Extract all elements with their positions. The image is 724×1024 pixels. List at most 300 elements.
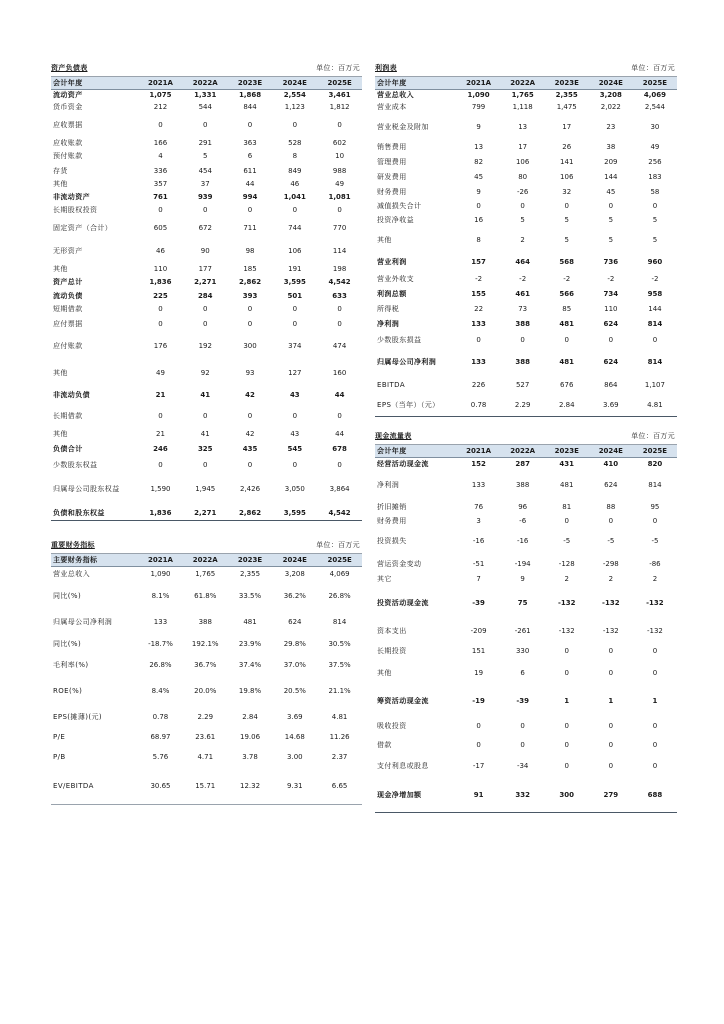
cell-value: 388	[515, 481, 530, 489]
cell-value: 2,355	[555, 91, 578, 100]
cell-value: 431	[559, 460, 575, 469]
table-row	[51, 89, 362, 101]
cell-value: -298	[602, 559, 619, 568]
cell-value: 5	[564, 236, 569, 244]
cell-value: 799	[471, 103, 486, 111]
cell-value: 435	[242, 445, 258, 453]
cell-value: -2	[475, 275, 483, 283]
table-row	[51, 610, 362, 634]
cell-value: 300	[545, 778, 589, 812]
row-label: 资产总计	[53, 278, 83, 286]
cell-value: 481	[243, 618, 257, 626]
cell-value: 501	[287, 291, 303, 300]
cell-value: 736	[603, 258, 619, 266]
cell-value: 0	[337, 412, 342, 420]
cell-value: 85	[562, 304, 572, 313]
cell-value: 0	[608, 336, 614, 344]
cell-value: -128	[558, 559, 575, 568]
table-row	[375, 89, 677, 101]
row-label: 毛利率(%)	[53, 661, 89, 669]
row-label: 财务费用	[377, 517, 407, 525]
cell-value: 2.29	[197, 713, 214, 721]
cell-value: 45	[474, 173, 484, 181]
cell-value: 19	[474, 669, 484, 677]
table-row	[375, 375, 677, 394]
cell-value: 8.1%	[151, 592, 170, 600]
row-label: 负债合计	[53, 445, 83, 453]
cell-value: -18.7%	[148, 640, 173, 648]
cell-value: 0	[652, 647, 658, 655]
cell-value: 1,123	[284, 102, 305, 111]
table-row	[375, 316, 677, 332]
cell-value: 2	[520, 236, 525, 244]
cell-value: 291	[198, 139, 212, 147]
cell-value: 734	[603, 290, 619, 298]
cell-value: 2.84	[242, 713, 258, 721]
cell-value: 814	[648, 481, 662, 489]
table-row	[51, 332, 362, 360]
table-row	[375, 227, 677, 253]
column-header-year: 2021A	[457, 445, 501, 457]
unit-label: 单位：百万元	[631, 64, 675, 72]
cell-value: 0.78	[457, 394, 501, 416]
cell-value: 246	[153, 445, 168, 453]
cell-value: 106	[515, 157, 530, 166]
cell-value: 13	[474, 142, 484, 151]
table-row	[375, 527, 677, 555]
cell-value: 624	[288, 618, 302, 626]
cell-value: 5	[608, 215, 614, 224]
cell-value: 1,475	[556, 103, 577, 111]
cell-value: 12.32	[240, 782, 261, 790]
cell-value: 29.8%	[283, 640, 306, 648]
row-label: P/B	[53, 753, 66, 761]
cell-value: 17	[518, 142, 528, 151]
cell-value: 46	[290, 180, 300, 188]
cell-value: 8.4%	[151, 687, 170, 695]
cell-value: 30.5%	[328, 640, 351, 648]
table-row	[375, 348, 677, 375]
cell-value: 22	[474, 304, 484, 313]
cell-value: 183	[648, 173, 662, 181]
cell-value: 454	[198, 166, 212, 175]
cell-value: -51	[472, 559, 485, 568]
cell-value: 0	[564, 741, 569, 749]
cell-value: 3,050	[284, 485, 305, 493]
cell-value: 481	[559, 357, 575, 366]
cell-value: 711	[243, 224, 257, 232]
cell-value: 192.1%	[191, 640, 219, 648]
cell-value: 300	[243, 342, 257, 350]
row-label: 折旧摊销	[377, 503, 407, 511]
table-row	[51, 582, 362, 610]
section-title: 现金流量表	[375, 432, 412, 440]
row-label: 营业税金及附加	[377, 122, 429, 131]
cell-value: 3.00	[287, 753, 303, 761]
cell-value: 566	[559, 290, 575, 298]
cell-value: 44	[245, 180, 255, 188]
row-label: ROE(%)	[53, 687, 83, 695]
cell-value: 0	[652, 201, 658, 210]
cell-value: 3,208	[599, 91, 622, 100]
cell-value: 90	[200, 247, 210, 255]
table-row	[375, 716, 677, 736]
row-label: 固定资产（合计）	[53, 224, 113, 232]
cell-value: 4,542	[328, 278, 351, 286]
cell-value: 849	[288, 166, 302, 175]
cell-value: 13	[518, 122, 528, 131]
cell-value: 20.5%	[283, 687, 306, 695]
cell-value: 388	[515, 320, 530, 328]
cell-value: 0	[158, 305, 163, 313]
cell-value: 374	[288, 342, 302, 350]
cell-value: 464	[515, 258, 530, 266]
cell-value: 46	[156, 247, 165, 255]
cell-value: 127	[288, 369, 302, 377]
table-row	[51, 262, 362, 275]
column-header-label: 会计年度	[375, 445, 457, 457]
cell-value: 192	[198, 342, 212, 350]
cell-value: 5	[203, 152, 208, 160]
cell-value: 0	[247, 320, 253, 328]
cell-value: 0	[203, 461, 208, 469]
cell-value: 0	[476, 336, 481, 344]
cell-value: 37	[200, 180, 210, 188]
cell-value: 676	[560, 380, 574, 389]
cell-value: 1,812	[329, 102, 350, 111]
unit-label: 单位：百万元	[316, 64, 360, 72]
cell-value: 814	[647, 357, 663, 366]
cell-value: 605	[153, 224, 168, 232]
cell-value: 3,461	[328, 91, 351, 100]
cell-value: 42	[245, 391, 255, 399]
cell-value: 0	[520, 722, 525, 730]
cell-value: 21.1%	[328, 687, 351, 695]
row-label: 应付账款	[53, 342, 83, 350]
cell-value: 92	[200, 369, 210, 377]
cell-value: 41	[200, 391, 211, 399]
cell-value: 9	[520, 574, 525, 583]
cell-value: -5	[563, 537, 571, 545]
row-label: 资本支出	[377, 627, 407, 635]
income-statement-table	[375, 77, 677, 417]
table-row	[51, 440, 362, 458]
cell-value: 2	[652, 574, 658, 583]
cell-value: 144	[604, 173, 618, 181]
balance-sheet-table	[51, 77, 362, 521]
key-metrics-table	[51, 554, 362, 804]
cell-value: 38	[606, 142, 616, 151]
table-row	[375, 113, 677, 140]
cell-value: 0	[247, 412, 253, 420]
row-label: 非流动负债	[53, 391, 90, 399]
cell-value: 1,118	[512, 103, 533, 111]
row-label: EV/EBITDA	[53, 782, 94, 790]
cell-value: 279	[589, 778, 633, 812]
cell-value: 23	[606, 122, 616, 131]
cell-value: 363	[243, 139, 257, 147]
cell-value: -132	[646, 627, 663, 635]
cell-value: 5	[608, 236, 614, 244]
cell-value: 0	[292, 120, 298, 129]
cell-value: 2.37	[331, 753, 348, 761]
cell-value: 0	[520, 201, 525, 210]
row-label: 吸收投资	[377, 722, 407, 730]
table-row	[51, 163, 362, 178]
cell-value: 0	[158, 206, 163, 214]
cell-value: 226	[471, 380, 486, 389]
row-label: 营业总收入	[53, 570, 90, 579]
row-label: 无形资产	[53, 247, 83, 255]
cell-value: 461	[515, 290, 530, 298]
column-header-label: 会计年度	[375, 77, 457, 89]
cell-value: 91	[457, 778, 501, 812]
unit-label: 单位：百万元	[316, 541, 360, 549]
cell-value: 30	[650, 122, 660, 131]
table-row	[375, 572, 677, 585]
row-label: 营业总收入	[377, 91, 414, 100]
table-row	[375, 736, 677, 754]
cell-value: 0	[247, 120, 253, 129]
column-header-label: 会计年度	[51, 77, 138, 89]
cell-value: 410	[603, 460, 619, 469]
cell-value: 1,075	[149, 91, 172, 100]
table-row	[51, 634, 362, 654]
cell-value: 0	[158, 120, 163, 129]
cell-value: 17	[562, 122, 572, 131]
cell-value: 151	[471, 647, 486, 655]
cell-value: 0	[608, 201, 614, 210]
section-title: 利润表	[375, 64, 397, 72]
row-label: 其他	[377, 236, 392, 244]
key-metrics-section	[51, 539, 362, 805]
cell-value: 2,862	[238, 278, 262, 286]
cell-value: 14.68	[284, 733, 305, 741]
cell-value: 1	[652, 697, 658, 705]
cell-value: 9.31	[287, 782, 303, 790]
cell-value: 0	[608, 517, 614, 525]
cell-value: 672	[198, 224, 212, 232]
cell-value: 152	[471, 460, 486, 469]
cell-value: -2	[651, 275, 659, 283]
row-label: 存货	[53, 166, 68, 175]
unit-label: 单位：百万元	[631, 432, 675, 440]
cell-value: 4	[158, 152, 163, 160]
cell-value: 0	[247, 206, 253, 214]
cell-value: 0	[608, 669, 614, 677]
cell-value: 481	[559, 320, 575, 328]
table-row	[51, 676, 362, 706]
cell-value: 5	[520, 215, 525, 224]
cell-value: 0	[292, 412, 298, 420]
cell-value: 4.81	[633, 394, 677, 416]
cell-value: 633	[332, 291, 347, 300]
cell-value: 73	[518, 304, 528, 313]
cell-value: -17	[472, 762, 485, 770]
table-row	[51, 706, 362, 728]
cell-value: 0	[337, 461, 342, 469]
table-row	[375, 686, 677, 716]
cell-value: 0	[292, 320, 298, 328]
row-label: 营业成本	[377, 103, 407, 111]
cell-value: -132	[602, 627, 619, 635]
cell-value: 864	[604, 380, 618, 389]
cell-value: 528	[288, 139, 302, 147]
cell-value: -86	[649, 559, 661, 568]
row-label: 归属母公司净利润	[377, 357, 437, 366]
balance-sheet-section	[51, 62, 362, 521]
cell-value: 0	[564, 762, 569, 770]
cell-value: 0	[292, 206, 298, 214]
cell-value: 81	[562, 503, 572, 511]
cell-value: 0	[158, 461, 163, 469]
row-label: 营业外收支	[377, 275, 414, 283]
cell-value: 37.0%	[283, 661, 306, 669]
table-row	[375, 301, 677, 316]
cell-value: 474	[332, 342, 347, 350]
cell-value: 1,081	[328, 193, 351, 201]
cell-value: 2	[564, 574, 569, 583]
cash-flow-table	[375, 445, 677, 813]
row-label: 归属母公司股东权益	[53, 485, 120, 493]
cell-value: 30.65	[150, 782, 171, 790]
cell-value: 332	[501, 778, 545, 812]
income-statement-section	[375, 62, 677, 417]
cell-value: 155	[471, 290, 486, 298]
cell-value: 26	[562, 142, 572, 151]
cell-value: 26.8%	[328, 592, 351, 600]
cell-value: 2	[608, 574, 614, 583]
cell-value: 133	[153, 618, 168, 626]
cell-value: 5.76	[152, 753, 169, 761]
column-header-year: 2022A	[501, 445, 545, 457]
table-row	[375, 620, 677, 642]
cell-value: -2	[607, 275, 615, 283]
cell-value: 1,090	[467, 91, 490, 100]
cell-value: 0	[608, 762, 614, 770]
table-row	[51, 216, 362, 240]
cell-value: 0	[203, 305, 208, 313]
cell-value: 820	[647, 460, 663, 469]
cell-value: 1,836	[138, 506, 183, 520]
cell-value: 1,868	[238, 91, 262, 100]
table-row	[375, 212, 677, 227]
cell-value: 0	[564, 669, 569, 677]
cell-value: 33.5%	[238, 592, 262, 600]
table-row	[51, 404, 362, 428]
column-header-year: 2022A	[183, 77, 228, 89]
cell-value: 4,069	[329, 570, 350, 579]
table-row	[51, 768, 362, 804]
cell-value: -132	[558, 627, 575, 635]
column-header-year: 2025E	[633, 445, 677, 457]
cell-value: 98	[245, 247, 255, 255]
cell-value: 177	[198, 264, 212, 273]
row-label: 其他	[53, 180, 68, 188]
cell-value: 2,022	[600, 103, 621, 111]
cell-value: -132	[557, 598, 576, 607]
table-row	[51, 101, 362, 112]
cell-value: 4.81	[331, 713, 348, 721]
cell-value: 994	[242, 193, 258, 201]
cell-value: 1	[564, 697, 570, 705]
cell-value: 11.26	[329, 733, 350, 741]
cell-value: -6	[519, 517, 527, 525]
cell-value: -26	[516, 187, 529, 196]
cell-value: -132	[646, 598, 664, 607]
cell-value: 37.4%	[238, 661, 262, 669]
cell-value: -132	[602, 598, 620, 607]
cell-value: 0	[203, 120, 208, 129]
table-row	[375, 754, 677, 778]
cell-value: 0	[564, 647, 569, 655]
cell-value: 1,945	[195, 485, 216, 493]
cell-value: 960	[647, 258, 663, 266]
table-row	[375, 457, 677, 471]
cell-value: 388	[198, 618, 212, 626]
cell-value: 37.5%	[328, 661, 351, 669]
cell-value: 611	[243, 166, 257, 175]
cell-value: 3,208	[284, 570, 305, 579]
cell-value: 0	[608, 722, 614, 730]
table-row	[51, 472, 362, 506]
cell-value: 16	[474, 215, 484, 224]
table-row	[375, 660, 677, 686]
cell-value: 3.78	[242, 753, 258, 761]
row-label: 非流动资产	[53, 193, 90, 201]
cell-value: -19	[472, 697, 485, 705]
table-row	[51, 654, 362, 676]
row-label: 其他	[53, 264, 68, 273]
cell-value: 1,090	[150, 570, 171, 579]
cell-value: 15.71	[195, 782, 216, 790]
row-label: 同比(%)	[53, 592, 82, 600]
row-label: EBITDA	[377, 380, 406, 389]
column-header-year: 2021A	[138, 554, 183, 566]
cell-value: 3.69	[287, 713, 303, 721]
table-row	[375, 184, 677, 199]
cell-value: 36.7%	[194, 661, 217, 669]
cell-value: 82	[474, 157, 484, 166]
cell-value: 770	[332, 224, 347, 232]
cell-value: 166	[153, 139, 168, 147]
cell-value: 256	[648, 157, 662, 166]
cell-value: 2.84	[545, 394, 589, 416]
cell-value: 9	[476, 187, 481, 196]
cell-value: 4.71	[197, 753, 214, 761]
table-row	[375, 140, 677, 153]
cell-value: -16	[516, 537, 529, 545]
row-label: 归属母公司净利润	[53, 618, 113, 626]
cell-value: 10	[335, 152, 345, 160]
cell-value: 5	[652, 236, 658, 244]
column-header-year: 2024E	[272, 77, 317, 89]
cell-value: 212	[153, 102, 168, 111]
cell-value: 0	[564, 722, 569, 730]
table-row	[51, 302, 362, 316]
cell-value: 88	[606, 503, 616, 511]
cell-value: 23.61	[195, 733, 216, 741]
cell-value: 160	[332, 369, 347, 377]
cell-value: 1,041	[283, 193, 306, 201]
row-label: 短期借款	[53, 305, 83, 313]
cell-value: 0	[520, 336, 525, 344]
section-header	[51, 62, 362, 77]
table-row	[375, 101, 677, 113]
cell-value: 6.65	[331, 782, 348, 790]
column-header-year: 2021A	[138, 77, 183, 89]
column-header-year: 2024E	[589, 445, 633, 457]
